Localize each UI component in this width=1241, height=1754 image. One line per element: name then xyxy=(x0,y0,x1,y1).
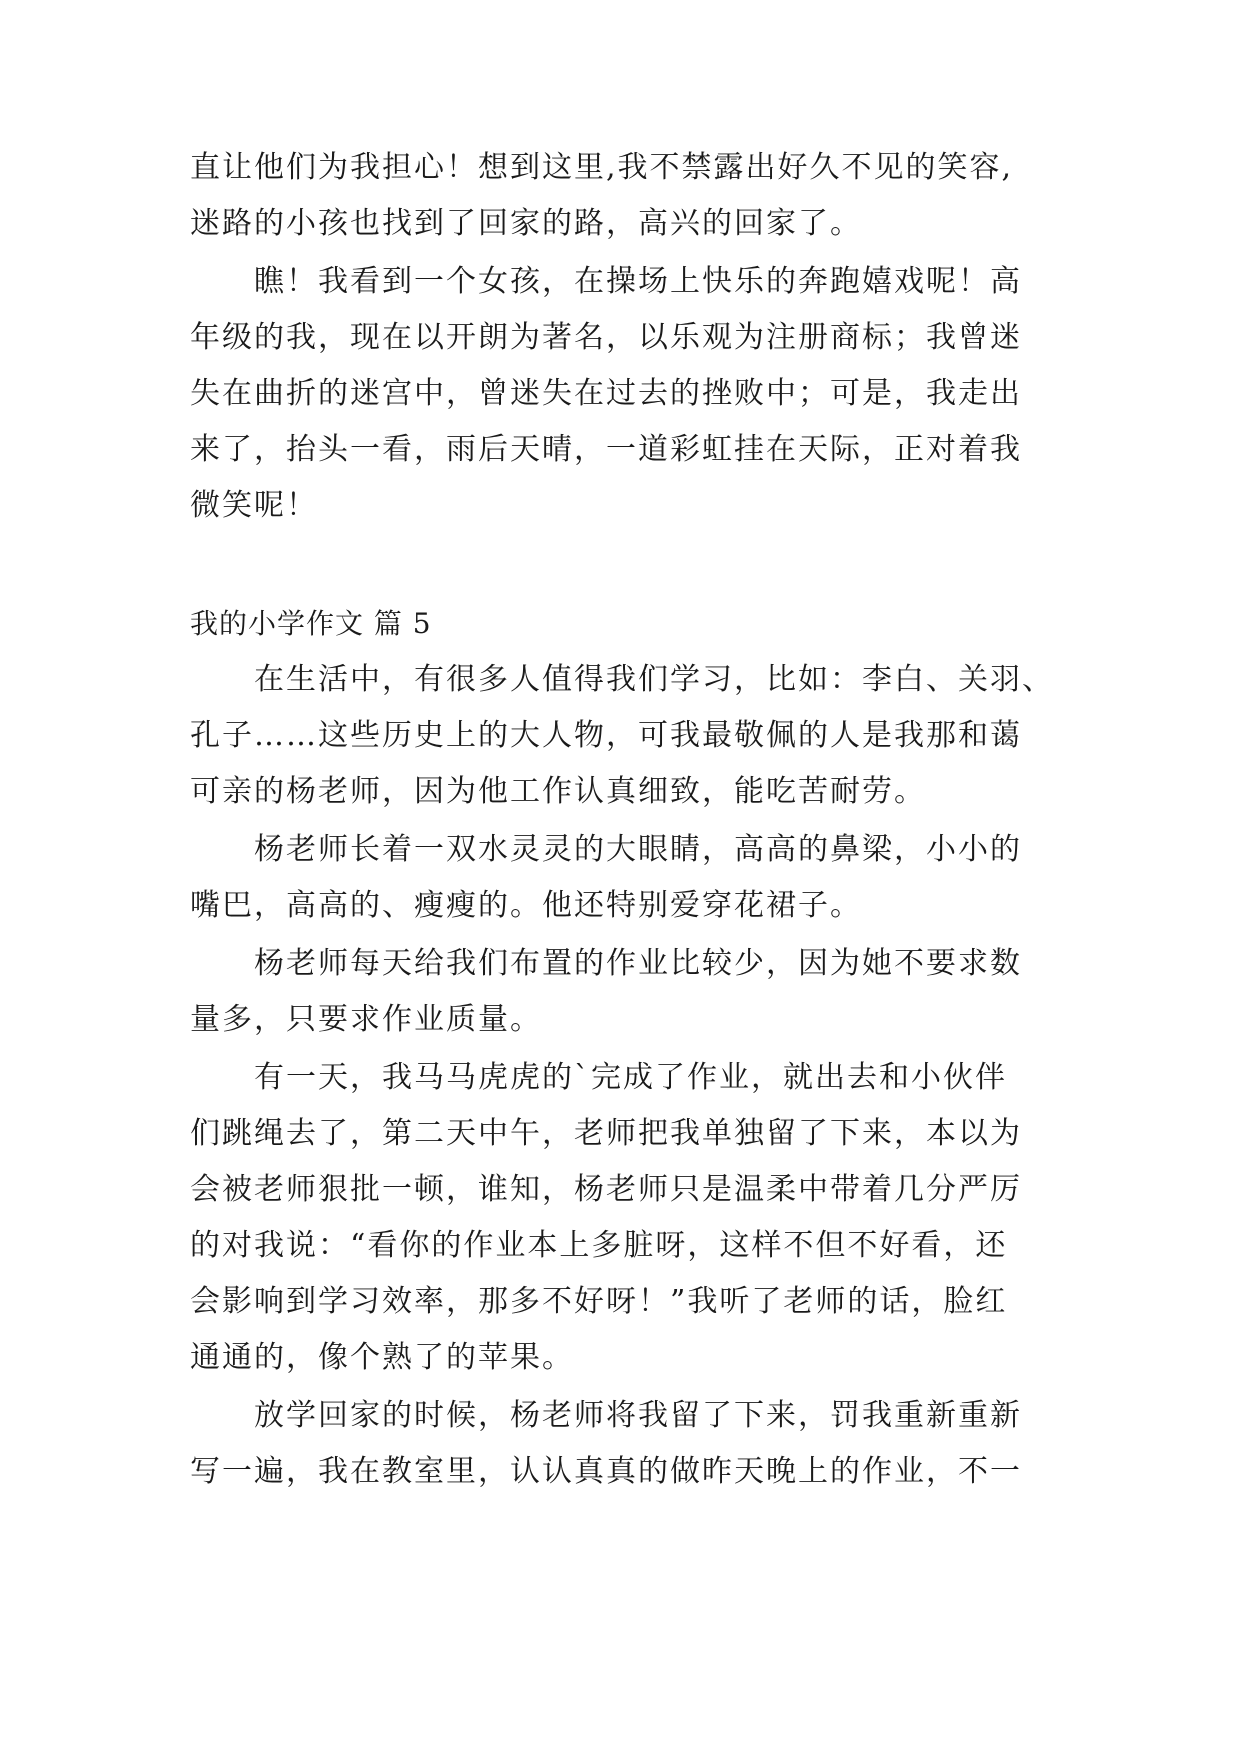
text-line: 杨老师长着一双水灵灵的大眼睛，高高的鼻梁，小小的 xyxy=(190,832,1022,867)
text-line: 可亲的杨老师，因为他工作认真细致，能吃苦耐劳。 xyxy=(190,774,926,809)
text-line: 杨老师每天给我们布置的作业比较少，因为她不要求数 xyxy=(190,946,1022,981)
text-line: 迷路的小孩也找到了回家的路，高兴的回家了。 xyxy=(190,206,862,241)
text-line: 写一遍，我在教室里，认认真真的做昨天晚上的作业，不一 xyxy=(190,1454,1022,1489)
text-line: 瞧！我看到一个女孩，在操场上快乐的奔跑嬉戏呢！高 xyxy=(190,264,1022,299)
section-heading: 我的小学作文 篇 5 xyxy=(190,607,432,640)
text-line: 直让他们为我担心！想到这里,我不禁露出好久不见的笑容, xyxy=(190,150,1014,185)
text-line: 放学回家的时候，杨老师将我留了下来，罚我重新重新 xyxy=(190,1398,1022,1433)
text-line: 来了，抬头一看，雨后天晴，一道彩虹挂在天际，正对着我 xyxy=(190,432,1022,467)
text-line: 的对我说：“看你的作业本上多脏呀，这样不但不好看，还 xyxy=(190,1228,1008,1263)
text-line: 会被老师狠批一顿，谁知，杨老师只是温柔中带着几分严厉 xyxy=(190,1172,1022,1207)
text-line: 有一天，我马马虎虎的`完成了作业，就出去和小伙伴 xyxy=(190,1060,1007,1095)
text-line: 失在曲折的迷宫中，曾迷失在过去的挫败中；可是，我走出 xyxy=(190,376,1022,411)
text-line: 们跳绳去了，第二天中午，老师把我单独留了下来，本以为 xyxy=(190,1116,1022,1151)
text-line: 孔子……这些历史上的大人物，可我最敬佩的人是我那和蔼 xyxy=(190,718,1022,753)
text-line: 嘴巴，高高的、瘦瘦的。他还特别爱穿花裙子。 xyxy=(190,888,862,923)
text-line: 微笑呢！ xyxy=(190,488,318,523)
text-line: 通通的，像个熟了的苹果。 xyxy=(190,1340,574,1375)
text-line: 会影响到学习效率，那多不好呀！”我听了老师的话，脸红 xyxy=(190,1284,1008,1319)
text-line: 量多，只要求作业质量。 xyxy=(190,1002,542,1037)
text-line: 年级的我，现在以开朗为著名，以乐观为注册商标；我曾迷 xyxy=(190,320,1022,355)
text-line: 在生活中，有很多人值得我们学习，比如：李白、关羽、 xyxy=(190,662,1054,697)
